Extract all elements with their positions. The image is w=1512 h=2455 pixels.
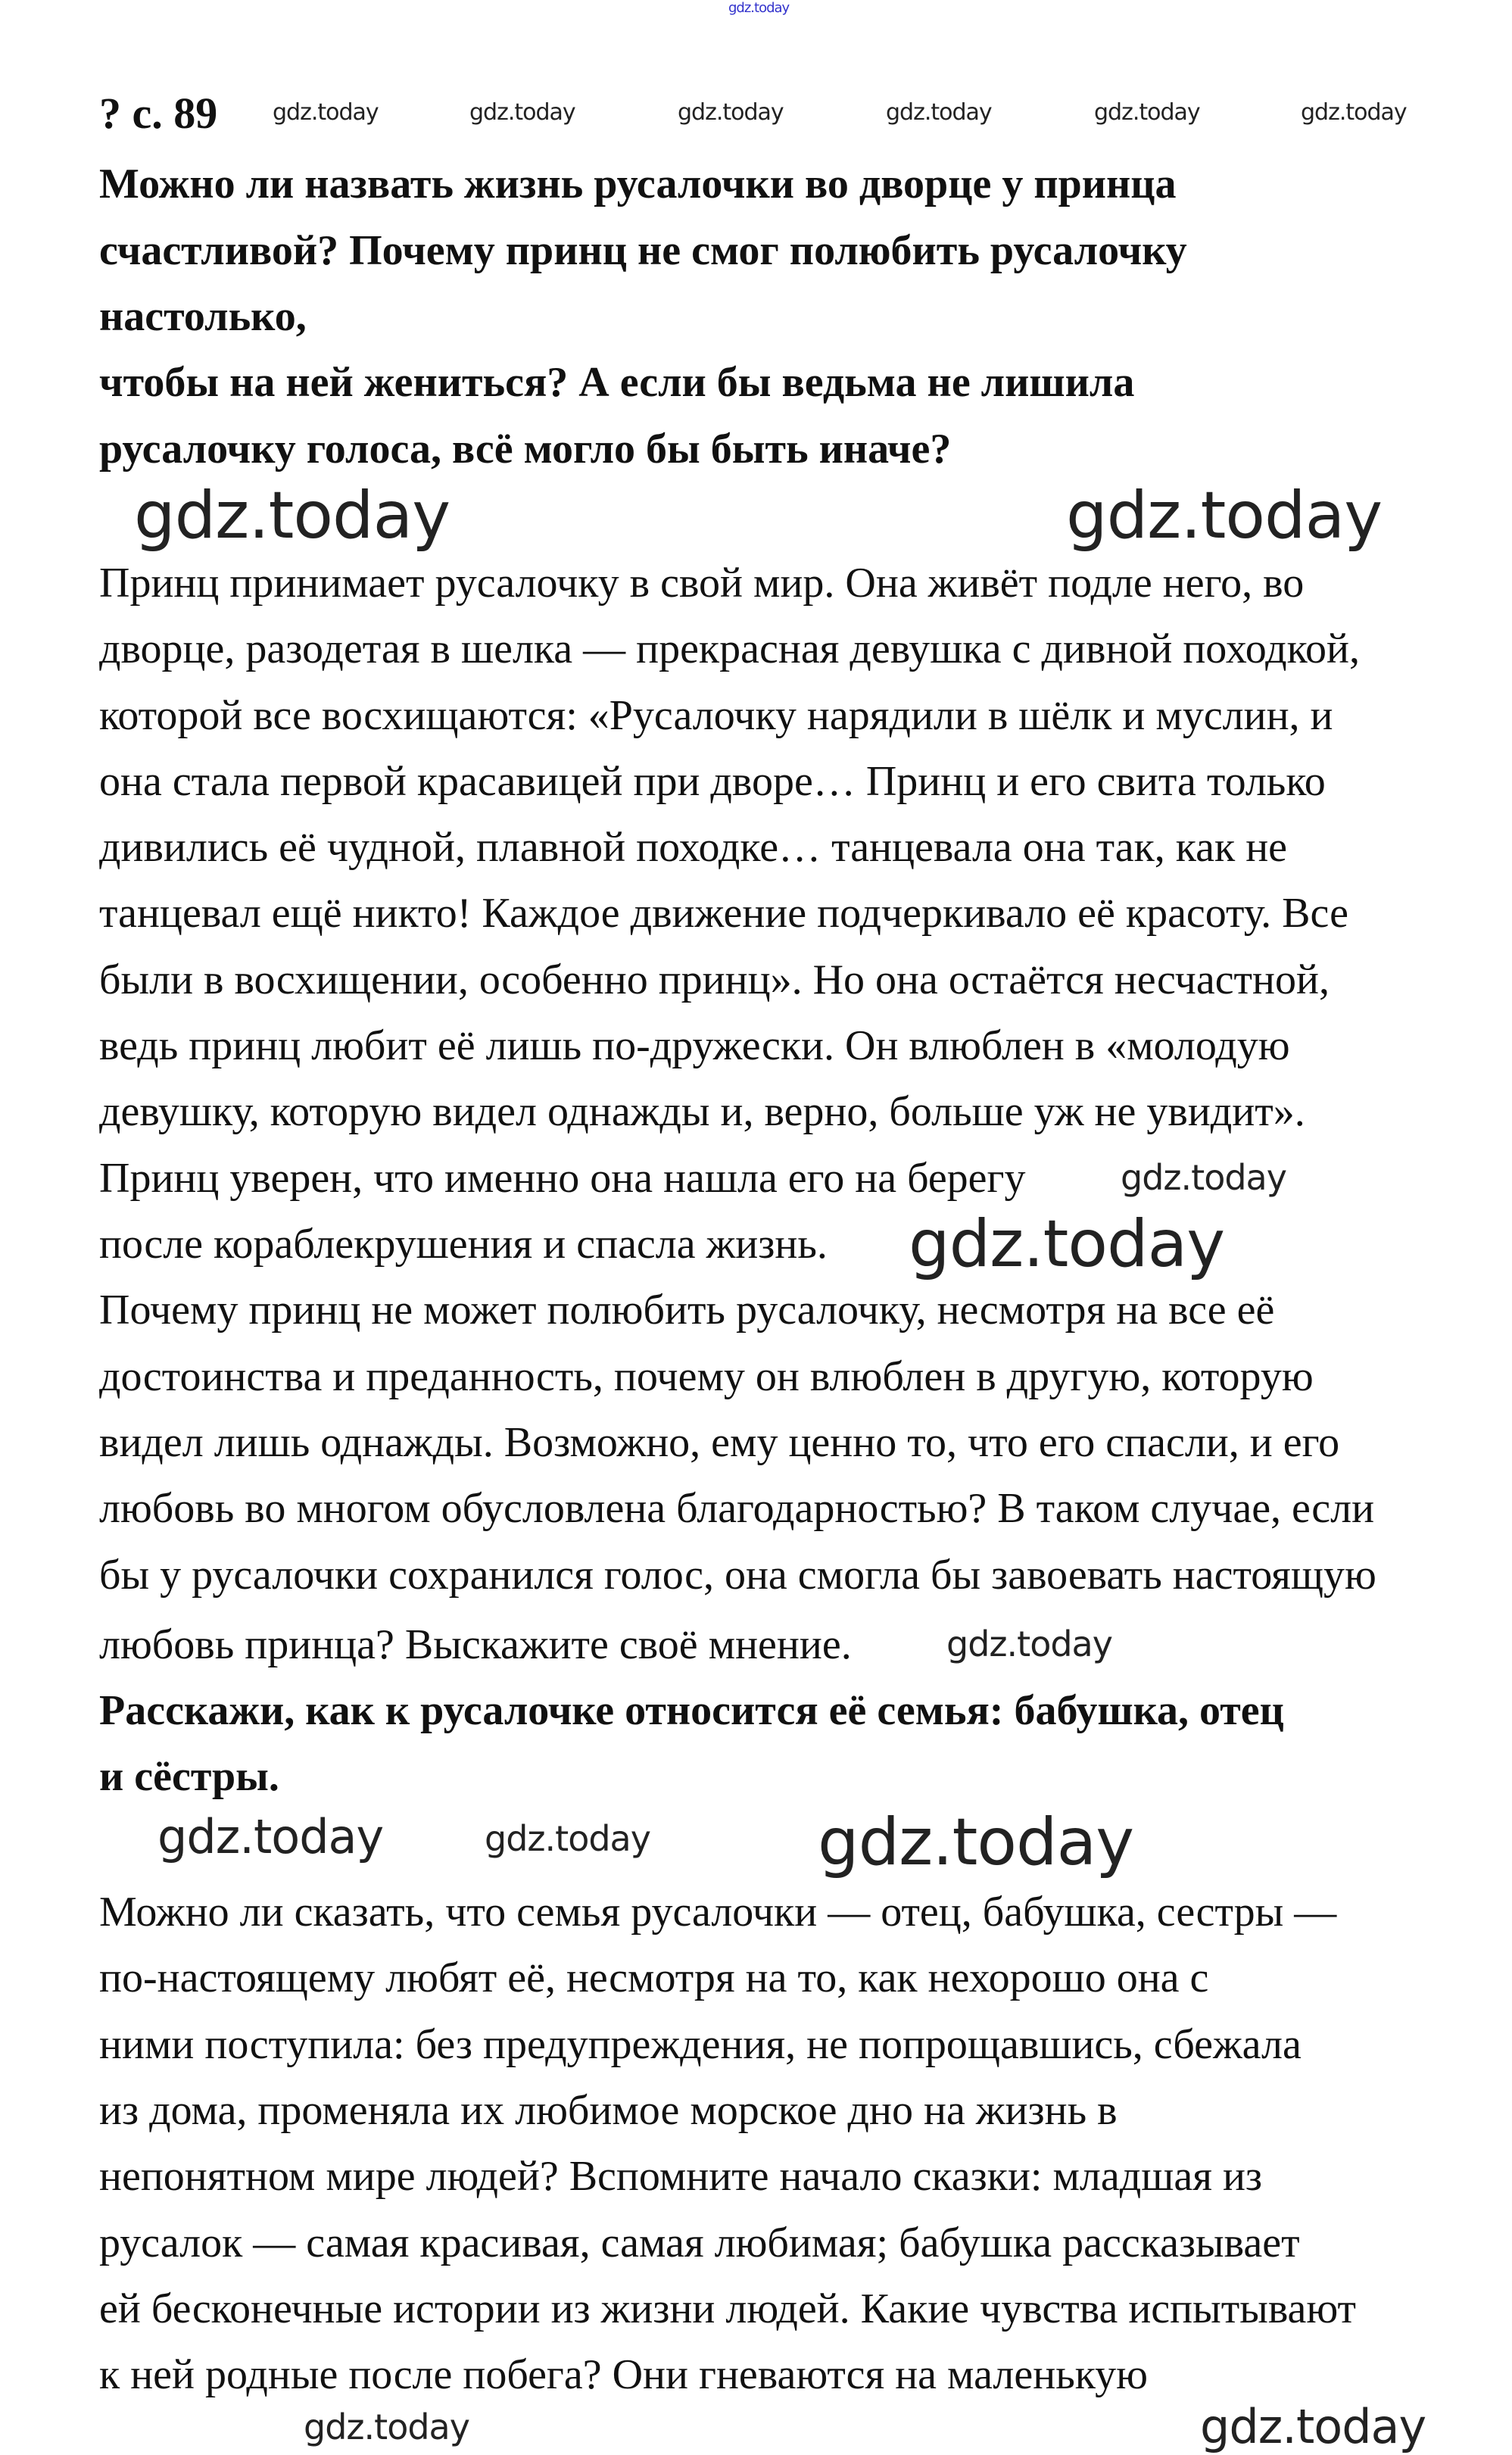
answer-line: дивились её чудной, плавной походке… танцевала она так, как не — [99, 824, 1288, 871]
answer-line: танцевал ещё никто! Каждое движение подчеркивало её красоту. Все — [99, 890, 1348, 937]
answer-line: Принц уверен, что именно она нашла его на берегу — [99, 1155, 1026, 1202]
page-header: ? с. 89 — [99, 89, 218, 138]
watermark: gdz.today — [1121, 1157, 1286, 1198]
answer-line: которой все восхищаются: «Русалочку нарядили в шёлк и муслин, и — [99, 692, 1333, 739]
watermark: gdz.today — [485, 1818, 650, 1859]
watermark: gdz.today — [909, 1206, 1225, 1282]
question-line: чтобы на ней жениться? А если бы ведьма не лишила — [99, 359, 1135, 406]
answer-line: девушку, которую видел однажды и, верно, больше уж не увидит». — [99, 1088, 1305, 1135]
answer-line: по-настоящему любят её, несмотря на то, как нехорошо она с — [99, 1954, 1209, 2001]
watermark: gdz.today — [157, 1809, 384, 1864]
watermark: gdz.today — [1301, 99, 1407, 126]
answer-line: она стала первой красавицей при дворе… Принц и его свита только — [99, 758, 1326, 805]
watermark: gdz.today — [304, 2407, 469, 2447]
watermark: gdz.today — [1200, 2399, 1426, 2454]
answer-line: из дома, променяла их любимое морское дно на жизнь в — [99, 2087, 1118, 2134]
watermark: gdz.today — [1066, 478, 1383, 554]
question-line: Расскажи, как к русалочке относится её семья: бабушка, отец — [99, 1687, 1284, 1734]
watermark: gdz.today — [678, 99, 784, 126]
answer-line: бы у русалочки сохранился голос, она смогла бы завоевать настоящую — [99, 1552, 1376, 1599]
watermark: gdz.today — [728, 0, 790, 16]
question-line: и сёстры. — [99, 1753, 279, 1800]
watermark: gdz.today — [886, 99, 992, 126]
question-line: настолько, — [99, 293, 307, 340]
answer-line: были в восхищении, особенно принц». Но она остаётся несчастной, — [99, 956, 1330, 1003]
answer-line: видел лишь однажды. Возможно, ему ценно то, что его спасли, и его — [99, 1419, 1340, 1466]
answer-line: любовь принца? Выскажите своё мнение. — [99, 1621, 852, 1668]
answer-line: после кораблекрушения и спасла жизнь. — [99, 1221, 828, 1268]
answer-line: Почему принц не может полюбить русалочку, несмотря на все её — [99, 1287, 1275, 1334]
question-line: Можно ли назвать жизнь русалочки во дворце у принца — [99, 161, 1177, 207]
answer-line: к ней родные после побега? Они гневаются на маленькую — [99, 2351, 1148, 2398]
answer-line: ей бесконечные истории из жизни людей. Какие чувства испытывают — [99, 2285, 1356, 2332]
answer-line: Принц принимает русалочку в свой мир. Она живёт подле него, во — [99, 560, 1305, 607]
watermark: gdz.today — [946, 1624, 1112, 1664]
watermark: gdz.today — [1094, 99, 1200, 126]
answer-line: русалок — самая красивая, самая любимая; бабушка рассказывает — [99, 2219, 1300, 2266]
watermark: gdz.today — [818, 1805, 1134, 1880]
question-line: русалочку голоса, всё могло бы быть иначе? — [99, 426, 952, 473]
answer-line: Можно ли сказать, что семья русалочки — отец, бабушка, сестры — — [99, 1889, 1337, 1936]
answer-line: ведь принц любит её лишь по-дружески. Он влюблен в «молодую — [99, 1022, 1290, 1069]
watermark: gdz.today — [134, 478, 450, 554]
watermark: gdz.today — [469, 99, 575, 126]
question-line: счастливой? Почему принц не смог полюбить русалочку — [99, 227, 1187, 274]
answer-line: непонятном мире людей? Вспомните начало сказки: младшая из — [99, 2153, 1263, 2200]
answer-line: достоинства и преданность, почему он влюблен в другую, которую — [99, 1353, 1314, 1400]
answer-line: любовь во многом обусловлена благодарностью? В таком случае, если — [99, 1485, 1375, 1532]
answer-line: ними поступила: без предупреждения, не попрощавшись, сбежала — [99, 2021, 1302, 2068]
watermark: gdz.today — [273, 99, 379, 126]
answer-line: дворце, разодетая в шелка — прекрасная девушка с дивной походкой, — [99, 625, 1360, 672]
